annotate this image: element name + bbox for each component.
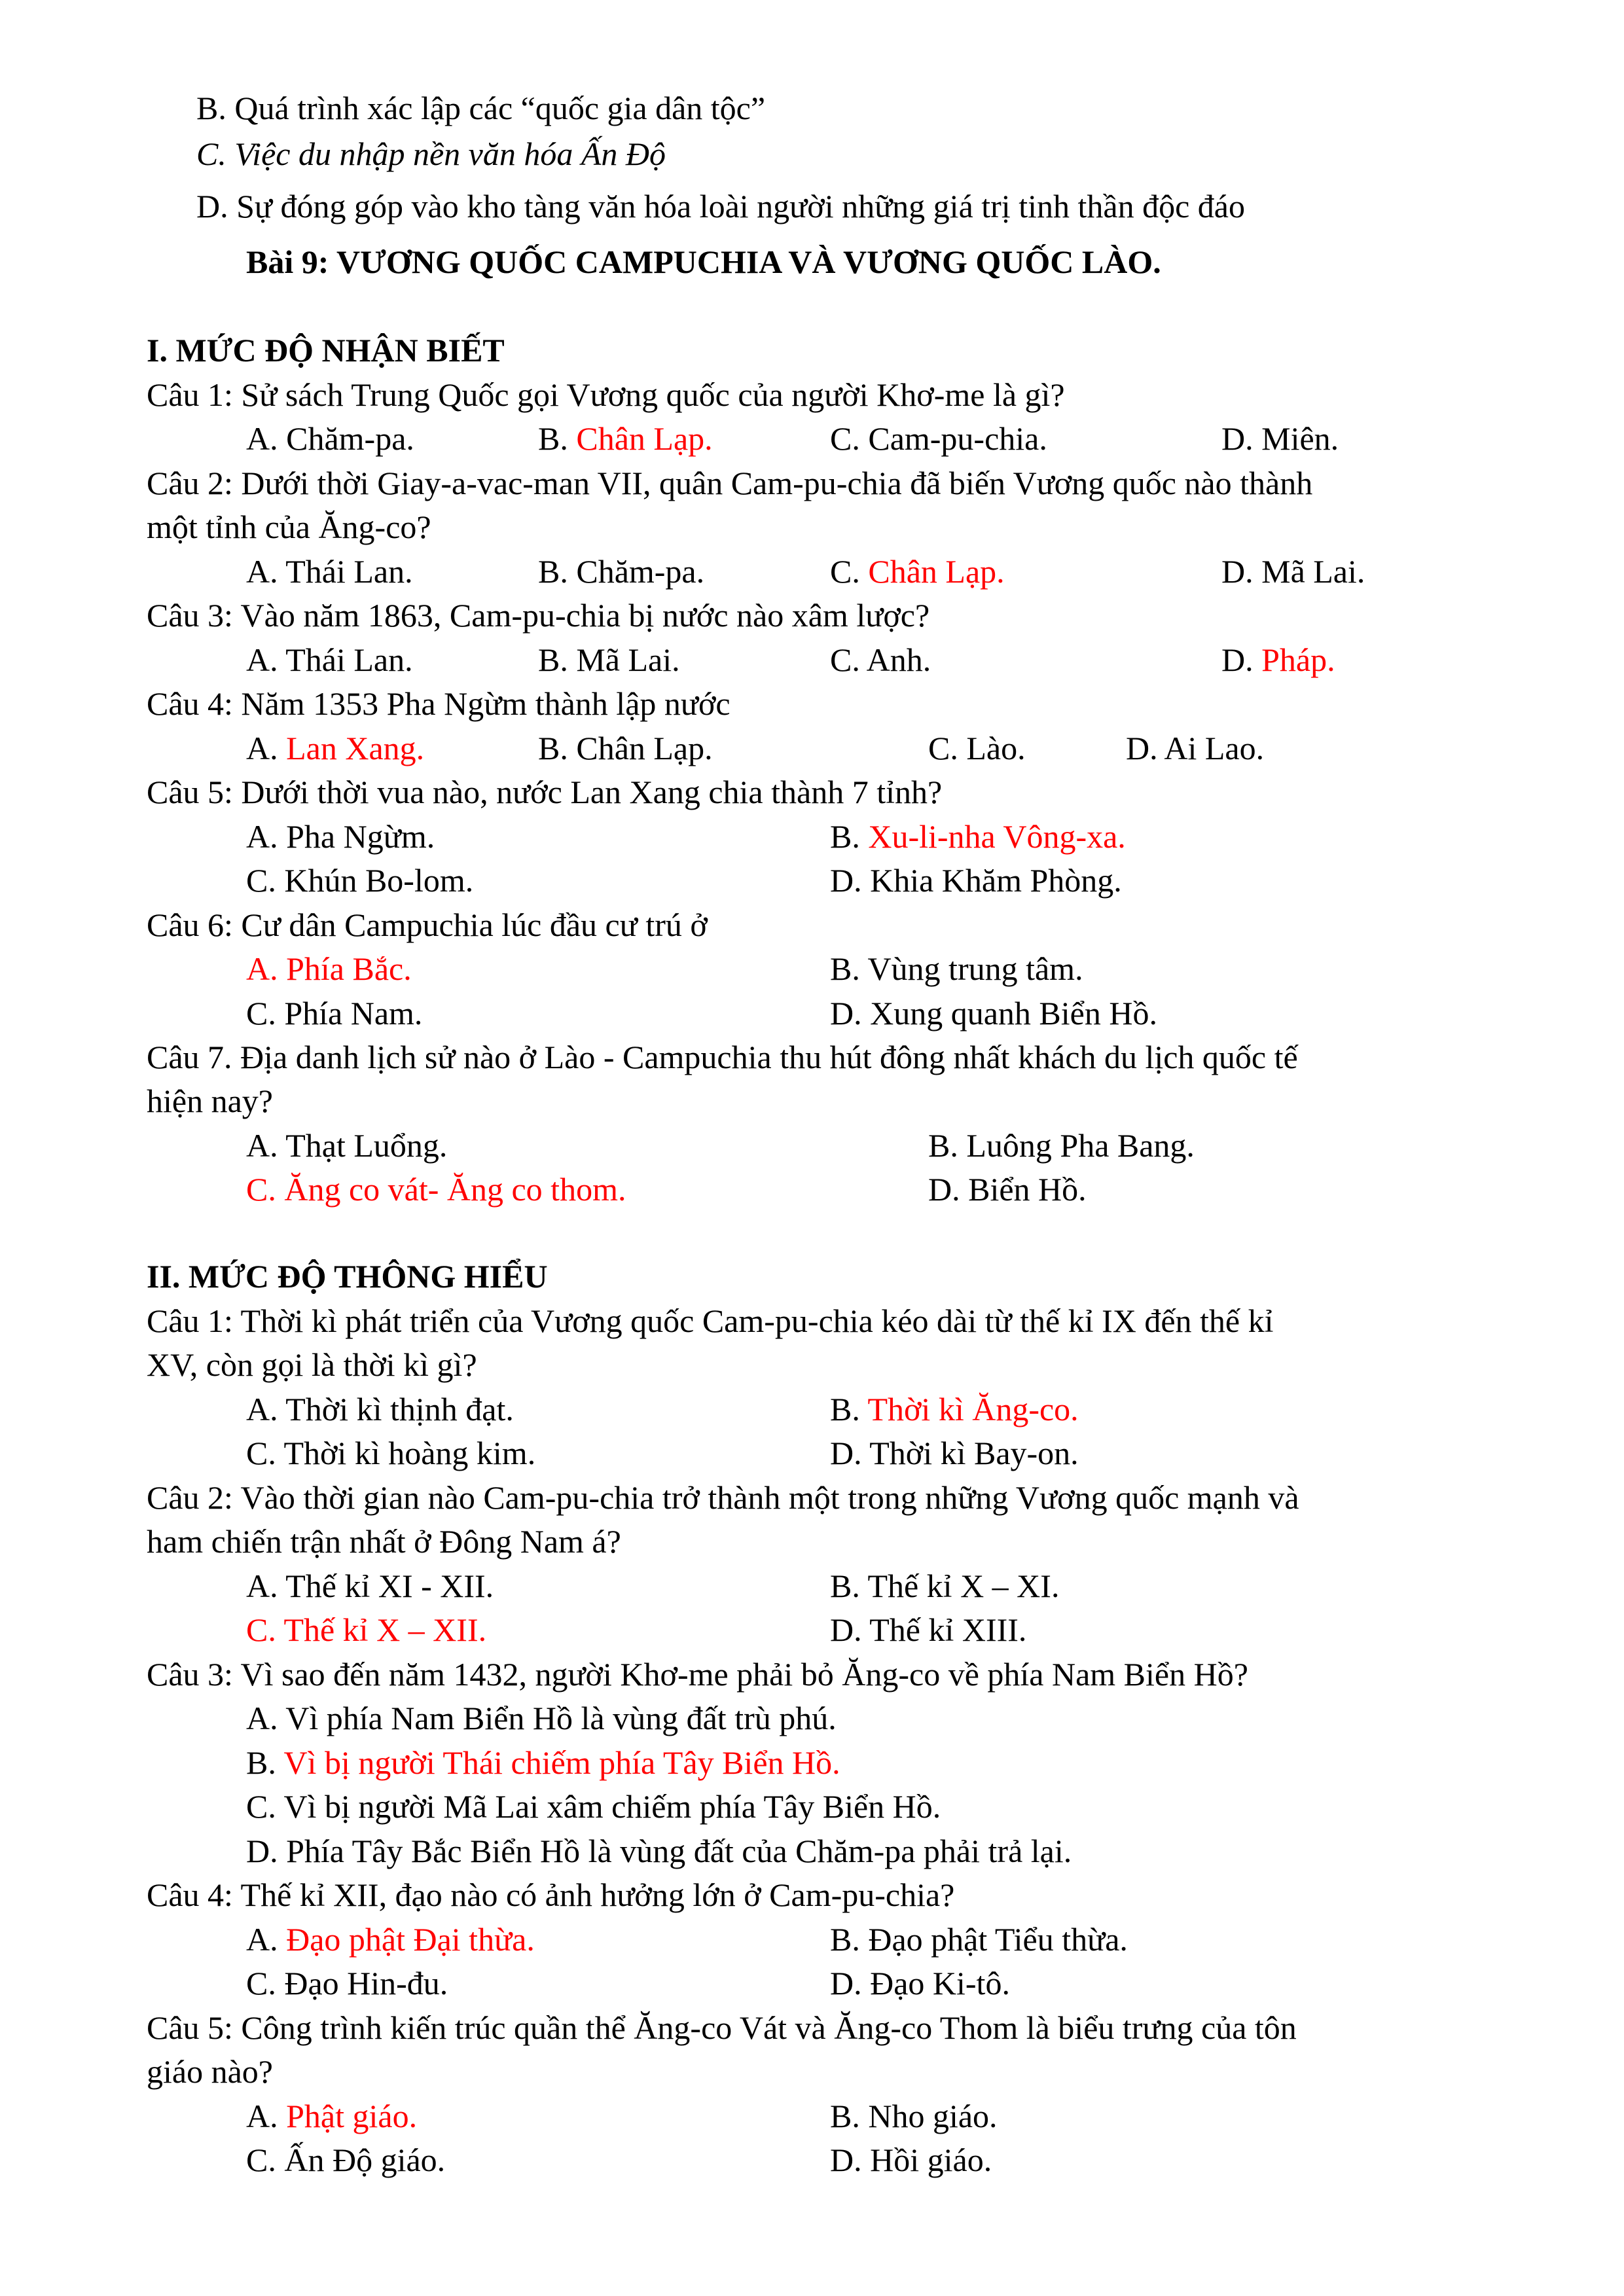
correct-answer: Đạo phật Đại thừa.: [286, 1921, 535, 1958]
option-c: C. Vì bị người Mã Lai xâm chiếm phía Tây Biển Hồ.: [246, 1788, 941, 1825]
option-c: C. Cam-pu-chia.: [830, 420, 1047, 457]
question-text: giáo nào?: [147, 2053, 273, 2090]
option-a: A. Thạt Luổng.: [246, 1127, 448, 1164]
question-text: Câu 3: Vào năm 1863, Cam-pu-chia bị nước nào xâm lược?: [147, 597, 930, 634]
option-d: D. Phía Tây Bắc Biển Hồ là vùng đất của Chăm-pa phải trả lại.: [246, 1833, 1072, 1869]
option-a: A. Lan Xang.: [246, 730, 425, 766]
question-text: Câu 1: Sử sách Trung Quốc gọi Vương quốc của người Khơ-me là gì?: [147, 376, 1065, 413]
section-heading-2: II. MỨC ĐỘ THÔNG HIỂU: [147, 1258, 548, 1295]
lesson-title: Bài 9: VƯƠNG QUỐC CAMPUCHIA VÀ VƯƠNG QUỐC LÀO.: [246, 243, 1161, 280]
option-a: A. Pha Ngừm.: [246, 818, 435, 855]
option-c: C. Lào.: [928, 730, 1026, 766]
option-d: D. Pháp.: [1221, 641, 1335, 678]
option-b: B. Nho giáo.: [830, 2098, 998, 2134]
correct-answer: Xu-li-nha Vông-xa.: [868, 818, 1126, 855]
option-a: A. Chăm-pa.: [246, 420, 414, 457]
correct-answer: Phật giáo.: [286, 2098, 418, 2134]
option-b: B. Xu-li-nha Vông-xa.: [830, 818, 1126, 855]
question-text: Câu 5: Dưới thời vua nào, nước Lan Xang chia thành 7 tỉnh?: [147, 774, 943, 810]
option-a: A. Vì phía Nam Biển Hồ là vùng đất trù phú.: [246, 1700, 837, 1736]
question-text: XV, còn gọi là thời kì gì?: [147, 1346, 477, 1383]
section-heading-1: I. MỨC ĐỘ NHẬN BIẾT: [147, 332, 505, 368]
option-a: A. Thái Lan.: [246, 553, 413, 590]
option-b: B. Vì bị người Thái chiếm phía Tây Biển Hồ.: [246, 1744, 840, 1781]
option-a: A. Thái Lan.: [246, 641, 413, 678]
option-d: D. Xung quanh Biển Hồ.: [830, 995, 1157, 1031]
option-a: A. Phía Bắc.: [246, 950, 412, 987]
option-c: C. Thời kì hoàng kim.: [246, 1435, 536, 1471]
option-d: D. Đạo Ki-tô.: [830, 1965, 1010, 2001]
option-d: D. Hồi giáo.: [830, 2142, 992, 2178]
option-b: B. Đạo phật Tiểu thừa.: [830, 1921, 1128, 1958]
correct-answer: Chân Lạp.: [576, 420, 713, 457]
correct-answer: Pháp.: [1261, 641, 1335, 678]
option-d: D. Mã Lai.: [1221, 553, 1365, 590]
question-text: một tỉnh của Ăng-co?: [147, 509, 431, 545]
option-b: B. Luông Pha Bang.: [928, 1127, 1195, 1164]
question-text: Câu 7. Địa danh lịch sử nào ở Lào - Campuchia thu hút đông nhất khách du lịch quốc tế: [147, 1039, 1298, 1075]
prev-option-d: D. Sự đóng góp vào kho tàng văn hóa loài người những giá trị tinh thần độc đáo: [196, 188, 1245, 224]
correct-answer: Vì bị người Thái chiếm phía Tây Biển Hồ.: [283, 1744, 840, 1781]
correct-answer: Lan Xang.: [286, 730, 425, 766]
option-a: A. Thế kỉ XI - XII.: [246, 1568, 494, 1604]
option-c: C. Khún Bo-lom.: [246, 862, 474, 899]
question-text: Câu 2: Vào thời gian nào Cam-pu-chia trở thành một trong những Vương quốc mạnh và: [147, 1479, 1299, 1516]
option-b: B. Vùng trung tâm.: [830, 950, 1083, 987]
question-text: hiện nay?: [147, 1083, 273, 1119]
question-text: Câu 6: Cư dân Campuchia lúc đầu cư trú ở: [147, 906, 708, 943]
option-d: D. Biển Hồ.: [928, 1171, 1087, 1208]
option-b: B. Thế kỉ X – XI.: [830, 1568, 1060, 1604]
option-d: D. Khia Khăm Phòng.: [830, 862, 1122, 899]
question-text: Câu 1: Thời kì phát triển của Vương quốc Cam-pu-chia kéo dài từ thế kỉ IX đến thế kỉ: [147, 1302, 1274, 1339]
prev-option-c: C. Việc du nhập nền văn hóa Ấn Độ: [196, 135, 666, 172]
question-text: Câu 4: Thế kỉ XII, đạo nào có ảnh hưởng lớn ở Cam-pu-chia?: [147, 1876, 955, 1913]
option-c: C. Ấn Độ giáo.: [246, 2142, 446, 2178]
option-a: A. Đạo phật Đại thừa.: [246, 1921, 535, 1958]
option-c: C. Thế kỉ X – XII.: [246, 1611, 487, 1648]
option-b: B. Chân Lạp.: [538, 730, 713, 766]
option-d: D. Thời kì Bay-on.: [830, 1435, 1079, 1471]
option-d: D. Ai Lao.: [1126, 730, 1265, 766]
option-c: C. Phía Nam.: [246, 995, 423, 1031]
question-text: Câu 3: Vì sao đến năm 1432, người Khơ-me phải bỏ Ăng-co về phía Nam Biển Hồ?: [147, 1656, 1248, 1693]
prev-option-b: B. Quá trình xác lập các “quốc gia dân tộc”: [196, 90, 766, 126]
question-text: ham chiến trận nhất ở Đông Nam á?: [147, 1523, 621, 1560]
option-d: D. Thế kỉ XIII.: [830, 1611, 1027, 1648]
option-c: C. Đạo Hin-đu.: [246, 1965, 448, 2001]
option-b: B. Mã Lai.: [538, 641, 680, 678]
option-d: D. Miên.: [1221, 420, 1339, 457]
option-c: C. Chân Lạp.: [830, 553, 1005, 590]
option-c: C. Anh.: [830, 641, 931, 678]
correct-answer: Thời kì Ăng-co.: [867, 1391, 1079, 1427]
option-b: B. Chân Lạp.: [538, 420, 713, 457]
option-b: B. Thời kì Ăng-co.: [830, 1391, 1079, 1427]
option-a: A. Phật giáo.: [246, 2098, 418, 2134]
option-a: A. Thời kì thịnh đạt.: [246, 1391, 514, 1427]
question-text: Câu 5: Công trình kiến trúc quần thể Ăng-co Vát và Ăng-co Thom là biểu trưng của tôn: [147, 2009, 1297, 2046]
question-text: Câu 4: Năm 1353 Pha Ngừm thành lập nước: [147, 685, 731, 722]
correct-answer: Chân Lạp.: [868, 553, 1005, 590]
option-c: C. Ăng co vát- Ăng co thom.: [246, 1171, 626, 1208]
option-b: B. Chăm-pa.: [538, 553, 705, 590]
question-text: Câu 2: Dưới thời Giay-a-vac-man VII, quân Cam-pu-chia đã biến Vương quốc nào thành: [147, 465, 1313, 501]
